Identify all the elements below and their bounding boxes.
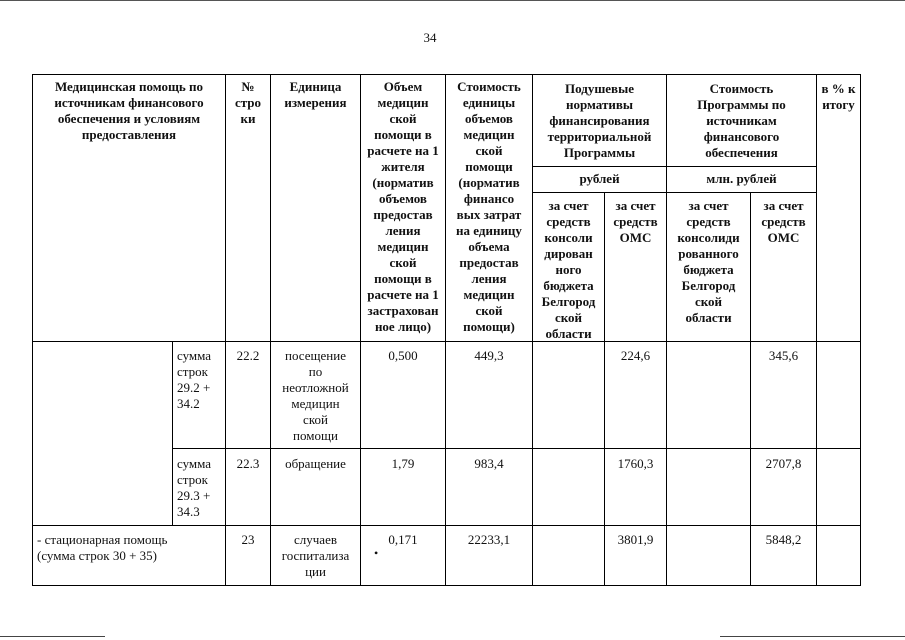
header-volume: Объем медицин ской помощи в расчете на 1 жителя (норматив объемов предостав ления медицин ской помощи в расчете на 1 застрахован ное лицо) <box>367 79 439 334</box>
top-edge-line <box>0 0 905 1</box>
grid-line-row2-bottom <box>32 525 861 526</box>
row-23-volume: 0,171 <box>388 532 418 547</box>
row-23-program-oms: 5848,2 <box>765 532 802 547</box>
header-program-budget: за счет средств консолиди рованного бюджета Белгород ской области <box>677 198 740 325</box>
row-22-2-program-oms: 345,6 <box>768 348 799 363</box>
grid-line-program-sub <box>750 192 751 586</box>
grid-line-medical-rowno <box>225 74 226 586</box>
row-22-3-per-capita-oms: 1760,3 <box>617 456 654 471</box>
header-unit-mln-rubles: млн. рублей <box>706 171 777 186</box>
grid-line-header-bottom <box>32 341 861 342</box>
header-program-oms: за счет средств ОМС <box>761 198 806 245</box>
row-23-unit-cost: 22233,1 <box>467 532 511 547</box>
page-number: 34 <box>423 30 437 45</box>
grid-line-row1-bottom <box>172 448 861 449</box>
header-program-cost: Стоимость Программы по источникам финансового обеспечения <box>697 81 786 160</box>
row-23-label: - стационарная помощь (сумма строк 30 + 35) <box>37 532 168 563</box>
grid-line-under-units <box>532 192 816 193</box>
row-23-unit: случаев госпитализа ции <box>281 532 350 579</box>
grid-line-program-percent <box>816 74 817 586</box>
row-22-2-unit-cost: 449,3 <box>474 348 504 363</box>
header-per-capita-budget: за счет средств консоли дирован ного бюджета Белгород ской области <box>541 198 596 341</box>
header-unit: Единица измерения <box>284 79 347 110</box>
table-border-top <box>32 74 861 75</box>
row-22-2-unit: посещение по неотложной медицин ской помощи <box>282 348 349 443</box>
grid-line-label-split <box>172 341 173 525</box>
header-row-number: № стро ки <box>234 79 262 126</box>
grid-line-percapita-sub <box>604 192 605 586</box>
header-per-capita-oms: за счет средств ОМС <box>613 198 658 245</box>
header-per-capita: Подушевые нормативы финансирования территориальной Программы <box>547 81 652 160</box>
header-unit-rubles: рублей <box>579 171 620 186</box>
row-22-3-unit-cost: 983,4 <box>474 456 504 471</box>
scan-speck: • <box>374 546 379 560</box>
table-border-right <box>860 74 861 586</box>
row-22-3-label: сумма строк 29.3 + 34.3 <box>177 456 212 519</box>
row-22-2-volume: 0,500 <box>388 348 418 363</box>
row-22-2-number: 22.2 <box>236 348 260 363</box>
bottom-edge-line-right <box>720 636 905 637</box>
row-22-3-program-oms: 2707,8 <box>765 456 802 471</box>
header-percent: в % к итогу <box>821 81 856 112</box>
header-unit-cost: Стоимость единицы объемов медицин ской помощи (норматив финансо вых затрат на единицу объема предостав ления медицин ской помощи) <box>456 79 522 334</box>
header-medical-care: Медицинская помощь по источникам финансового обеспечения и условиям предоставления <box>54 79 204 142</box>
row-22-2-label: сумма строк 29.2 + 34.2 <box>177 348 212 411</box>
bottom-edge-line-left <box>0 636 105 637</box>
table-border-left <box>32 74 33 586</box>
grid-line-rowno-unit <box>270 74 271 586</box>
grid-line-under-group-headers <box>532 166 816 167</box>
row-22-3-number: 22.3 <box>236 456 260 471</box>
table-border-bottom <box>32 585 861 586</box>
row-22-3-volume: 1,79 <box>391 456 415 471</box>
row-23-per-capita-oms: 3801,9 <box>617 532 654 547</box>
row-22-2-per-capita-oms: 224,6 <box>620 348 651 363</box>
row-23-number: 23 <box>241 532 255 547</box>
row-22-3-unit: обращение <box>285 456 346 471</box>
